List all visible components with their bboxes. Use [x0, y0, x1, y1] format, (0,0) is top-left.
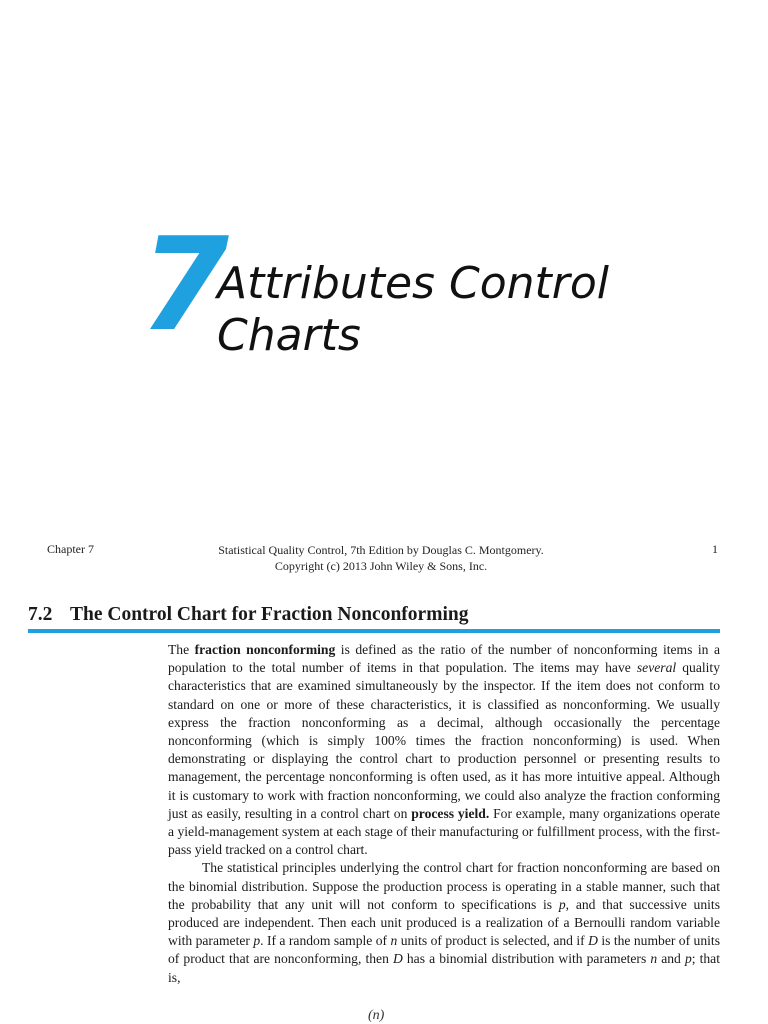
footer-book-title: Statistical Quality Control, 7th Edition by Douglas C. Montgomery. — [218, 543, 544, 557]
text-run: , and that successive units produced are independent. Then each unit produced is a realization of a Bernoulli random variable with parameter — [168, 896, 720, 949]
footer-chapter-label: Chapter 7 — [47, 542, 94, 556]
footer-slide-number: 1 — [712, 542, 718, 556]
text-run: is the number of units of product that are nonconforming, then — [168, 933, 720, 967]
chapter-title-line-1: Attributes Control — [217, 258, 609, 309]
text-run: . If a random sample of — [260, 933, 391, 949]
text-run: quality characteristics that are examined simultaneously by the inspector. If the item does not conform to standard on one or more of these characteristics, it is classified as nonconforming. We usually express the fraction nonconforming as a decimal, although occasionally the percentage nonconforming (which is simply 100% times the fraction nonconforming) is used. When demonstrating or displaying the control chart to production personnel or presenting results to management, the percentage nonconforming is often used, as it has more intuitive appeal. Although it is customary to work with fraction nonconforming, we could also analyze the fraction conforming just as easily, resulting in a control chart on — [168, 660, 720, 821]
chapter-heading — [140, 211, 700, 372]
formula-fragment: (n) — [368, 1008, 385, 1023]
math-variable: n — [650, 951, 658, 967]
paragraph-binomial-principles — [168, 859, 720, 986]
slide-footer — [0, 541, 768, 577]
text-run: ; that is, — [168, 951, 720, 985]
chapter-number: 7 — [140, 211, 226, 360]
footer-copyright: Copyright (c) 2013 John Wiley & Sons, Inc. — [274, 559, 488, 573]
text-run: For example, many organizations operate a yield-management system at each stage of their manufacturing or fulfillment process, with the first-pass yield tracked on a control chart. — [168, 805, 720, 858]
section-number: 7.2 — [28, 604, 53, 625]
section-heading — [28, 604, 468, 626]
emphasis-several: several — [636, 660, 677, 676]
term-process-yield: process yield. — [411, 805, 490, 821]
footer-book-credit — [200, 542, 562, 574]
chapter-title — [217, 258, 697, 362]
section-divider — [28, 629, 720, 633]
math-variable: D — [392, 951, 403, 967]
math-variable: p — [684, 951, 692, 967]
chapter-title-line-2: Charts — [217, 310, 361, 361]
text-run: The — [168, 642, 195, 657]
body-text — [168, 641, 720, 987]
paragraph-fraction-definition — [168, 641, 720, 859]
text-run: units of product is selected, and if — [397, 933, 589, 949]
term-fraction-nonconforming: fraction nonconforming — [194, 642, 336, 657]
math-variable: p — [253, 933, 261, 949]
text-run: has a binomial distribution with parameters — [402, 951, 651, 967]
text-run: is defined as the ratio of the number of nonconforming items in a population to the total number of items in that population. The items may have — [168, 642, 720, 676]
math-variable: D — [588, 933, 598, 949]
math-variable: n — [390, 933, 398, 949]
section-title: The Control Chart for Fraction Nonconforming — [70, 604, 469, 625]
math-variable: p — [558, 896, 566, 912]
text-run: and — [657, 951, 685, 967]
text-run: The statistical principles underlying the control chart for fraction nonconforming are based on the binomial distribution. Suppose the production process is operating in a stable manner, such that the probability that any unit will not conform to specifications is — [168, 860, 720, 912]
